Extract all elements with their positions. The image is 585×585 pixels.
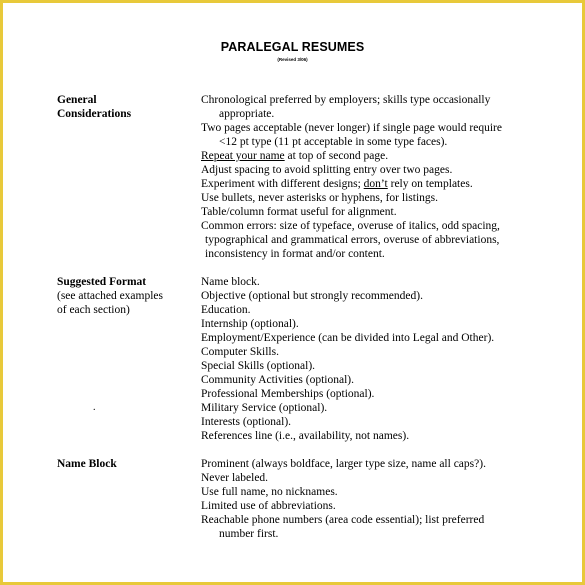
stray-dot: . xyxy=(93,402,96,413)
list-item: Employment/Experience (can be divided into Legal and Other). xyxy=(201,332,495,344)
text-line: typographical and grammatical errors, overuse of abbreviations, xyxy=(205,234,500,246)
label-line: of each section) xyxy=(57,304,130,316)
section-label-nameblock xyxy=(57,457,117,471)
list-item: Computer Skills. xyxy=(201,346,279,358)
list-item: Special Skills (optional). xyxy=(201,360,316,372)
text-line: appropriate. xyxy=(219,108,275,120)
text-line xyxy=(201,177,473,191)
list-item: References line (i.e., availability, not names). xyxy=(201,430,410,442)
text-line: inconsistency in format and/or content. xyxy=(205,248,385,260)
section-label-suggested xyxy=(57,275,163,317)
list-item: Internship (optional). xyxy=(201,318,299,330)
text-line: Table/column format useful for alignment. xyxy=(201,206,397,218)
text-line: Use full name, no nicknames. xyxy=(201,486,338,498)
list-item: Objective (optional but strongly recommended). xyxy=(201,290,423,302)
text-line: <12 pt type (11 pt acceptable in some type faces). xyxy=(219,136,448,148)
document-subtitle: (Revised 3/06) xyxy=(277,57,308,62)
text-line: Chronological preferred by employers; skills type occasionally xyxy=(201,94,491,106)
text-line: Adjust spacing to avoid splitting entry over two pages. xyxy=(201,164,453,176)
text-line: Reachable phone numbers (area code essential); list preferred xyxy=(201,514,485,526)
underlined-text: Repeat your name xyxy=(201,150,285,162)
text-span: at top of second page. xyxy=(284,150,389,162)
text-line xyxy=(201,149,388,163)
text-line: Use bullets, never asterisks or hyphens, for listings. xyxy=(201,192,438,204)
label-line: Considerations xyxy=(57,108,132,120)
text-line: number first. xyxy=(219,528,279,540)
text-line: Two pages acceptable (never longer) if single page would require xyxy=(201,122,502,134)
list-item: Professional Memberships (optional). xyxy=(201,388,375,400)
list-item: Education. xyxy=(201,304,251,316)
text-line: Limited use of abbreviations. xyxy=(201,500,336,512)
label-line: (see attached examples xyxy=(57,290,163,302)
text-line: Common errors: size of typeface, overuse of italics, odd spacing, xyxy=(201,220,500,232)
text-line: Never labeled. xyxy=(201,472,269,484)
underlined-text: don’t xyxy=(363,178,388,190)
text-span: Experiment with different designs; xyxy=(201,178,364,190)
text-span: rely on templates. xyxy=(387,178,473,190)
section-label-general xyxy=(57,93,131,121)
label-line: Name Block xyxy=(57,458,117,470)
document-title: PARALEGAL RESUMES xyxy=(220,40,365,54)
label-line: Suggested Format xyxy=(57,276,147,288)
list-item: Interests (optional). xyxy=(201,416,292,428)
text-line: Prominent (always boldface, larger type size, name all caps?). xyxy=(201,458,486,470)
list-item: Military Service (optional). xyxy=(201,402,328,414)
list-item: Community Activities (optional). xyxy=(201,374,355,386)
list-item: Name block. xyxy=(201,276,260,288)
label-line: General xyxy=(57,94,97,106)
